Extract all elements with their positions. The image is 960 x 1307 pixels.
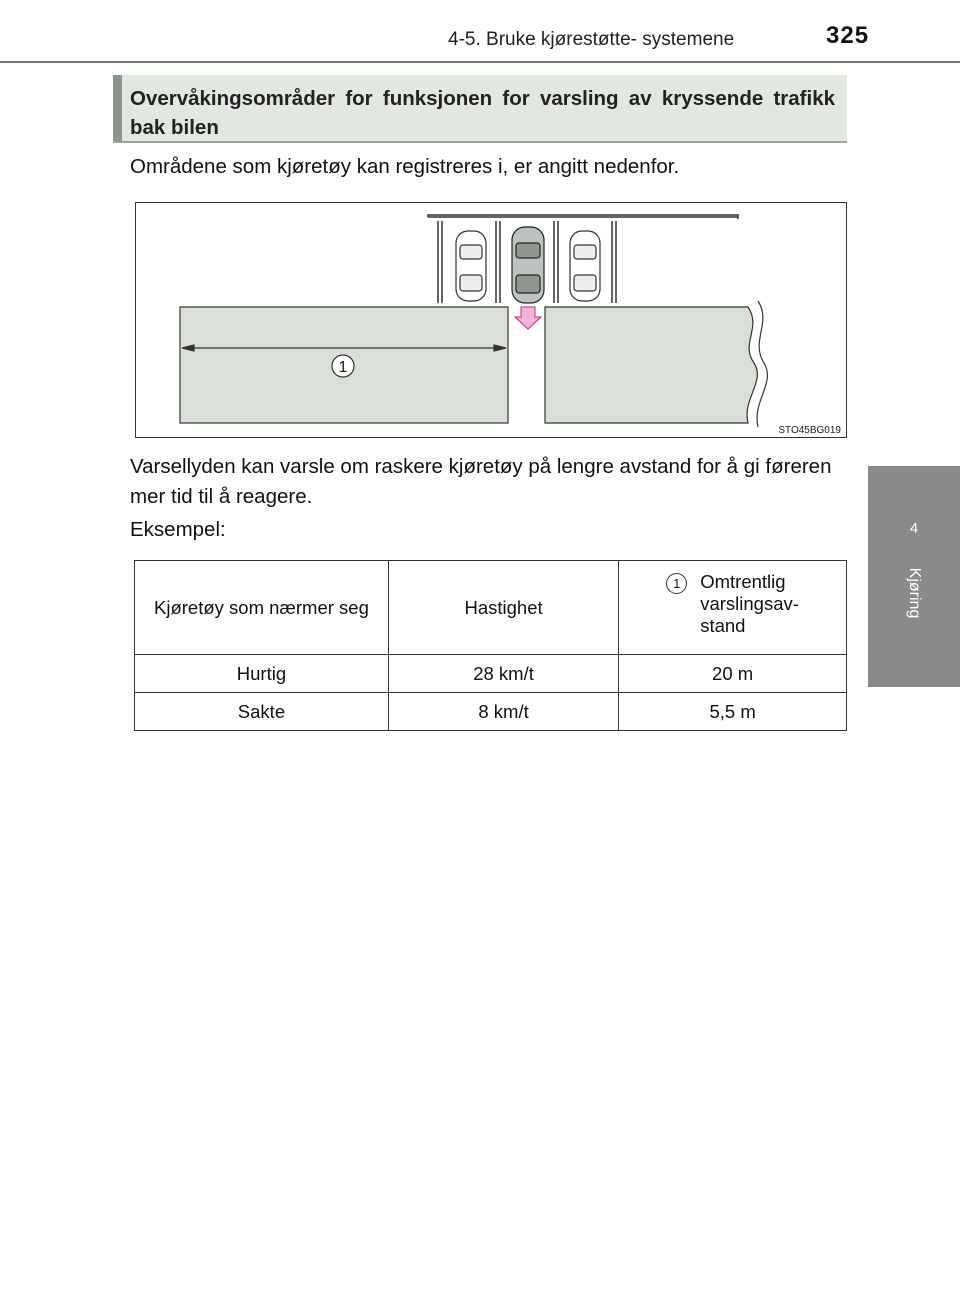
header-distance-line2: varslingsav- (700, 593, 799, 614)
reverse-direction-arrow (515, 307, 541, 329)
table-row (135, 693, 847, 731)
detection-zone-right (545, 307, 757, 423)
body-paragraph: Varsellyden kan varsle om raskere kjøretøy på lengre avstand for å gi føreren mer tid til å reagere. (130, 455, 832, 508)
header-distance (619, 561, 847, 655)
cell-distance: 5,5 m (619, 693, 847, 731)
header-approaching-vehicle: Kjøretøy som nærmer seg (135, 561, 389, 655)
cell-vehicle: Hurtig (135, 655, 389, 693)
break-mark (757, 301, 767, 427)
header-rule (0, 61, 960, 63)
header-distance-line1: Omtrentlig (700, 571, 786, 592)
chapter-number: 4 (909, 520, 919, 537)
table-row (135, 655, 847, 693)
intro-paragraph: Områdene som kjøretøy kan registreres i, er angitt nedenfor. (130, 155, 680, 178)
table-header-row (135, 561, 847, 655)
section-heading: Overvåkingsområder for funksjonen for varsling av kryssende trafikk bak bilen (130, 87, 835, 139)
chapter-side-tab (868, 466, 960, 687)
detection-area-diagram (136, 203, 848, 439)
header-speed: Hastighet (388, 561, 618, 655)
callout-number: 1 (338, 359, 348, 376)
detection-area-figure (135, 202, 847, 438)
parked-car-right (570, 231, 600, 301)
cell-speed: 8 km/t (388, 693, 618, 731)
own-vehicle (512, 227, 544, 303)
page-number: 325 (826, 22, 870, 49)
header-distance-line3: stand (700, 615, 746, 636)
parked-car-left (456, 231, 486, 301)
callout-marker: 1 (666, 573, 687, 594)
figure-code: STO45BG019 (778, 425, 841, 436)
distance-table (134, 560, 847, 731)
page-header-section: 4-5. Bruke kjørestøtte- systemene (448, 29, 735, 50)
cell-speed: 28 km/t (388, 655, 618, 693)
section-heading-bar (113, 75, 122, 141)
example-label: Eksempel: (130, 518, 226, 541)
cell-distance: 20 m (619, 655, 847, 693)
chapter-label: Kjøring (906, 567, 923, 619)
cell-vehicle: Sakte (135, 693, 389, 731)
section-heading-box (113, 75, 847, 143)
